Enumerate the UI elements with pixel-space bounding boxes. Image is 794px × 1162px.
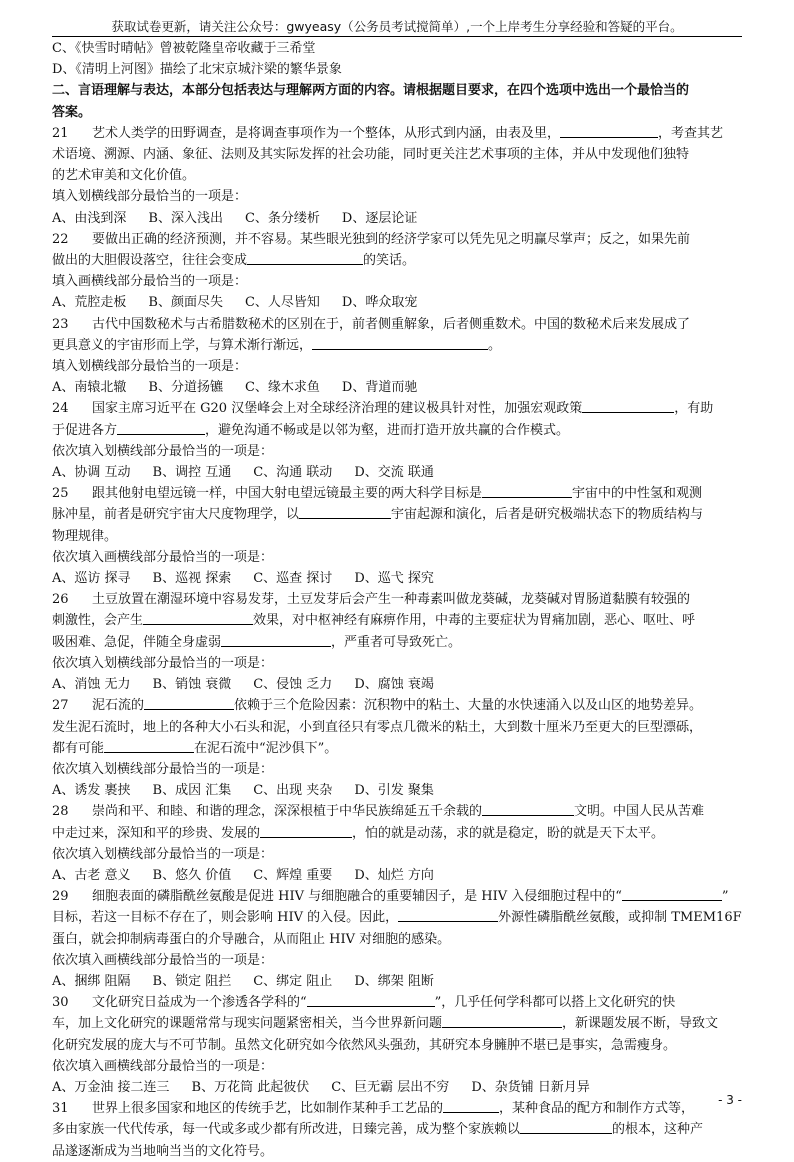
stem-text: 外源性磷脂酰丝氨酸，或抑制 TMEM16F (498, 910, 742, 926)
answer-option[interactable]: B、销蚀 衰微 (152, 677, 232, 693)
options-row (52, 208, 742, 229)
question-stem-cont (52, 1013, 742, 1034)
answer-option[interactable]: B、成因 汇集 (152, 783, 232, 799)
question-stem (52, 229, 742, 250)
answer-option[interactable]: C、沟通 联动 (253, 465, 333, 481)
stem-text: ，考查其艺 (658, 125, 724, 141)
answer-option[interactable]: C、人尽皆知 (244, 295, 320, 311)
answer-option[interactable]: D、背道而驰 (341, 380, 418, 396)
answer-option[interactable]: C、巡查 探讨 (253, 571, 333, 587)
fill-blank (482, 484, 572, 498)
answer-option[interactable]: B、锁定 阻拦 (152, 973, 232, 989)
answer-option[interactable]: B、深入浅出 (148, 210, 223, 226)
question-stem (52, 314, 742, 335)
stem-text: 古代中国数秘术与古希腊数秘术的区别在于，前者侧重解象，后者侧重数术。中国的数秘术后来发展成了 (92, 316, 691, 332)
fill-blank (582, 399, 674, 413)
question-number: 23 (52, 316, 69, 332)
fill-blank (398, 908, 498, 922)
answer-option[interactable]: C、侵蚀 乏力 (253, 677, 333, 693)
question-number: 21 (52, 125, 69, 141)
fill-blank (560, 124, 658, 138)
question-stem-cont (52, 632, 742, 653)
options-row (52, 674, 742, 695)
answer-option[interactable]: A、古老 意义 (52, 867, 131, 883)
stem-text: 发生泥石流时，地上的各种大小石头和泥，小到直径只有零点几微米的粘土，大到数十厘米乃至更大的巨型漂砾， (52, 719, 703, 735)
stem-text: 中走过来，深知和平的珍贵、发展的 (52, 825, 261, 841)
stem-text: 术语境、溯源、内涵、象征、法则及其实际发挥的社会功能，同时更关注艺术事项的主体，并从中发现他们独特 (52, 147, 690, 163)
fill-blank (221, 633, 331, 647)
fill-blank (482, 802, 574, 816)
answer-option[interactable]: D、绑架 阻断 (354, 973, 434, 989)
stem-text: 品遂逐渐成为当地响当当的文化符号。 (52, 1143, 274, 1159)
fill-blank (443, 1099, 499, 1113)
stem-text: 刺激性，会产生 (52, 613, 144, 629)
question-number: 22 (52, 231, 69, 247)
page-number: - 3 - (718, 1093, 742, 1107)
question-number: 26 (52, 592, 69, 608)
stem-text: 车，加上文化研究的课题常常与现实问题紧密相关，当今世界新问题 (52, 1016, 443, 1032)
stem-text: 细胞表面的磷脂酰丝氨酸是促进 HIV 与细胞融合的重要辅因子，是 HIV 入侵细胞过程中的“ (92, 889, 622, 905)
question-number: 31 (52, 1101, 69, 1117)
stem-text: 多由家族一代代传承，每一代或多或少都有所改进，日臻完善，成为整个家族赖以 (52, 1122, 521, 1138)
options-row (52, 971, 742, 992)
question-stem-cont (52, 420, 742, 441)
option-line: D、《清明上河图》描绘了北宋京城汴梁的繁华景象 (52, 62, 342, 78)
question-stem (52, 801, 742, 822)
answer-option[interactable]: A、万金油 接二连三 (52, 1079, 170, 1095)
fill-blank (622, 887, 722, 901)
fill-blank (299, 505, 391, 519)
fill-blank (520, 1120, 612, 1134)
page-header: 获取试卷更新，请关注公众号：gwyeasy（公务员考试搅简单）,一个上岸考生分享经验和答疑的平台。 (52, 18, 742, 37)
stem-text: 文化研究日益成为一个渗透各学科的“ (92, 995, 307, 1011)
fill-blank (117, 421, 205, 435)
question-stem-cont (52, 610, 742, 631)
question-stem (52, 483, 742, 504)
question-stem (52, 589, 742, 610)
question-prompt: 依次填入画横线部分最恰当的一项是： (52, 1058, 274, 1074)
stem-text: ，某种食品的配方和制作方式等， (499, 1101, 695, 1117)
fill-blank (442, 1014, 562, 1028)
options-row (52, 292, 742, 313)
option-line: C、《快雪时晴帖》曾被乾隆皇帝收藏于三希堂 (52, 41, 316, 56)
stem-text: 要做出正确的经济预测，并不容易。某些眼光独到的经济学家可以凭先见之明赢尽掌声；反之，如果先前 (92, 231, 691, 247)
stem-text: 文明。中国人民从苦难 (574, 804, 705, 820)
question-prompt: 依次填入划横线部分最恰当的一项是： (52, 443, 274, 459)
question-prompt: 依次填入划横线部分最恰当的一项是： (52, 846, 274, 862)
question-number: 24 (52, 401, 69, 417)
question-prompt: 依次填入画横线部分最恰当的一项是： (52, 952, 274, 968)
fill-blank (144, 696, 234, 710)
fill-blank (307, 993, 435, 1007)
stem-text: 泥石流的 (92, 698, 145, 714)
stem-text: ，新课题发展不断，导致文 (562, 1016, 719, 1032)
answer-option[interactable]: C、缘木求鱼 (244, 380, 320, 396)
question-stem-cont (52, 250, 742, 271)
answer-option[interactable]: B、颜面尽失 (148, 295, 223, 311)
question-stem (52, 398, 742, 419)
stem-text: 世界上很多国家和地区的传统手艺，比如制作某种手工艺品的 (92, 1101, 444, 1117)
stem-text: 效果，对中枢神经有麻痹作用，中毒的主要症状为胃痛加剧，恶心、呕吐、呼 (253, 613, 696, 629)
question-prompt: 依次填入划横线部分最恰当的一项是： (52, 761, 274, 777)
answer-option[interactable]: A、诱发 裹挟 (52, 783, 131, 799)
stem-text: ，避免沟通不畅或是以邻为壑，进而打造开放共赢的合作模式。 (205, 422, 570, 438)
stem-text: 的艺术审美和文化价值。 (52, 168, 196, 184)
question-stem-cont (52, 1035, 742, 1056)
stem-text: ，严重者可导致死亡。 (331, 634, 462, 650)
answer-option[interactable]: A、捆绑 阻隔 (52, 973, 131, 989)
answer-option[interactable]: D、杂货铺 日新月异 (471, 1079, 590, 1095)
question-stem-cont (52, 504, 742, 525)
stem-text: ，有助 (674, 401, 714, 417)
answer-option[interactable]: A、消蚀 无力 (52, 677, 131, 693)
stem-text: 宇宙中的中性氢和观测 (572, 486, 703, 502)
answer-option[interactable]: A、巡访 探寻 (52, 571, 131, 587)
answer-option[interactable]: C、出现 夹杂 (253, 783, 333, 799)
stem-text: 艺术人类学的田野调查，是将调查事项作为一个整体，从形式到内涵，由表及里， (92, 125, 561, 141)
answer-option[interactable]: B、悠久 价值 (152, 867, 232, 883)
stem-text: 在泥石流中“泥沙俱下”。 (194, 740, 338, 756)
answer-option[interactable]: D、腐蚀 衰竭 (354, 677, 434, 693)
answer-option[interactable]: B、分道扬镳 (148, 380, 223, 396)
question-number: 30 (52, 995, 69, 1011)
answer-option[interactable]: B、万花筒 此起彼伏 (191, 1079, 310, 1095)
options-row (52, 568, 742, 589)
options-row (52, 377, 742, 398)
stem-text: 国家主席习近平在 G20 汉堡峰会上对全球经济治理的建议极具针对性，加强宏观政策 (92, 401, 583, 417)
question-prompt: 依次填入划横线部分最恰当的一项是： (52, 655, 274, 671)
answer-option[interactable]: D、灿烂 方向 (354, 867, 434, 883)
question-number: 29 (52, 889, 69, 905)
stem-text: 的根本，这种产 (612, 1122, 704, 1138)
question-number: 28 (52, 804, 69, 820)
question-stem-cont (52, 907, 742, 928)
question-number: 25 (52, 486, 69, 502)
answer-option[interactable]: C、辉煌 重要 (253, 867, 333, 883)
stem-text: 于促进各方 (52, 422, 118, 438)
answer-option[interactable]: D、逐层论证 (341, 210, 418, 226)
section-title-cont: 答案。 (52, 104, 92, 120)
stem-text: 。 (488, 337, 502, 353)
fill-blank (312, 336, 488, 350)
stem-text: 崇尚和平、和睦、和谐的理念，深深根植于中华民族绵延五千余载的 (92, 804, 483, 820)
question-stem-cont (52, 717, 742, 738)
answer-option[interactable]: B、调控 互通 (152, 465, 232, 481)
answer-option[interactable]: C、条分缕析 (244, 210, 320, 226)
answer-option[interactable]: C、巨无霸 层出不穷 (331, 1079, 450, 1095)
question-stem (52, 992, 742, 1013)
options-row (52, 462, 742, 483)
answer-option[interactable]: D、交流 联通 (354, 465, 434, 481)
question-stem-cont (52, 144, 742, 165)
question-stem-cont (52, 929, 742, 950)
answer-option[interactable]: D、巡弋 探究 (354, 571, 434, 587)
question-stem (52, 1098, 742, 1119)
answer-option[interactable]: D、引发 聚集 (354, 783, 434, 799)
stem-text: 做出的大胆假设落空，往往会变成 (52, 253, 248, 269)
question-list (52, 123, 742, 1162)
stem-text: 脉冲星，前者是研究宇宙大尺度物理学，以 (52, 507, 300, 523)
stem-text: ” (721, 889, 729, 905)
question-stem-cont (52, 1141, 742, 1162)
stem-text: 依赖于三个危险因素：沉积物中的粘土、大量的水快速涌入以及山区的地势差异。 (234, 698, 703, 714)
stem-text: 化研究发展的庞大与不可节制。虽然文化研究如今依然风头强劲，其研究本身臃肿不堪已是事实，急需瘦身。 (52, 1037, 677, 1053)
question-stem (52, 886, 742, 907)
question-stem-cont (52, 738, 742, 759)
document-body (52, 38, 742, 1162)
question-number: 27 (52, 698, 69, 714)
answer-option[interactable]: A、荒腔走板 (52, 295, 127, 311)
answer-option[interactable]: B、巡视 探索 (152, 571, 232, 587)
stem-text: 跟其他射电望远镜一样，中国大射电望远镜最主要的两大科学目标是 (92, 486, 483, 502)
stem-text: 土豆放置在潮湿环境中容易发芽，土豆发芽后会产生一种毒素叫做龙葵碱，龙葵碱对胃肠道黏膜有较强的 (92, 592, 691, 608)
options-row (52, 865, 742, 886)
options-row (52, 1077, 742, 1098)
question-prompt: 填入画横线部分最恰当的一项是： (52, 274, 248, 290)
stem-text: ”，几乎任何学科都可以搭上文化研究的快 (434, 995, 676, 1011)
question-prompt: 填入划横线部分最恰当的一项是： (52, 359, 248, 375)
fill-blank (143, 611, 253, 625)
question-prompt: 依次填入画横线部分最恰当的一项是： (52, 549, 274, 565)
options-row (52, 780, 742, 801)
answer-option[interactable]: C、绑定 阻止 (253, 973, 333, 989)
question-prompt: 填入划横线部分最恰当的一项是： (52, 189, 248, 205)
question-stem-cont (52, 823, 742, 844)
fill-blank (104, 739, 194, 753)
stem-text: 更具意义的宇宙形而上学，与算术渐行渐远， (52, 337, 313, 353)
answer-option[interactable]: D、哗众取宠 (341, 295, 418, 311)
stem-text: 目标，若这一目标不存在了，则会影响 HIV 的入侵。因此， (52, 910, 399, 926)
answer-option[interactable]: A、协调 互动 (52, 465, 131, 481)
stem-text: 吸困难、急促，伴随全身虚弱 (52, 634, 222, 650)
answer-option[interactable]: A、由浅到深 (52, 210, 127, 226)
fill-blank (247, 251, 363, 265)
stem-text: 蛋白，就会抑制病毒蛋白的介导融合，从而阻止 HIV 对细胞的感染。 (52, 931, 451, 947)
stem-text: 都有可能 (52, 740, 105, 756)
stem-text: 宇宙起源和演化，后者是研究极端状态下的物质结构与 (391, 507, 704, 523)
question-stem-cont (52, 335, 742, 356)
section-title: 二、言语理解与表达，本部分包括表达与理解两方面的内容。请根据题目要求，在四个选项中选出一个最恰当的 (52, 83, 690, 99)
answer-option[interactable]: A、南辕北辙 (52, 380, 127, 396)
fill-blank (260, 824, 352, 838)
question-stem (52, 123, 742, 144)
question-stem-cont (52, 165, 742, 186)
question-stem (52, 695, 742, 716)
stem-text: 的笑话。 (363, 253, 416, 269)
stem-text: ，怕的就是动荡，求的就是稳定，盼的就是天下太平。 (352, 825, 665, 841)
question-stem-cont (52, 526, 742, 547)
stem-text: 物理规律。 (52, 528, 118, 544)
